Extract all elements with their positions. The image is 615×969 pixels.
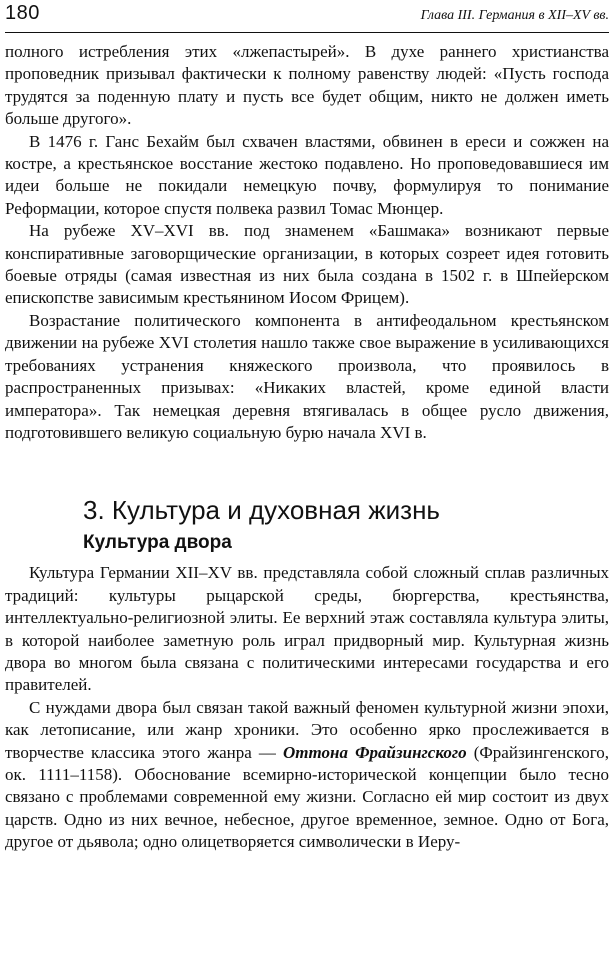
paragraph: Культура Германии XII–XV вв. представляла собой сложный сплав различных традиций: культуры рыцарской среды, бюргерства, крестьянства, интеллектуально-религиозной элиты. Ее верхний этаж составляла культура элиты, в которой наиболее заметную роль играл придворный мир. Культурная жизнь двора во многом была связана с политическими интересами государства и его правителей. — [5, 563, 609, 695]
body-text — [5, 41, 609, 854]
running-header — [5, 0, 609, 33]
paragraph: В 1476 г. Ганс Бехайм был схвачен властями, обвинен в ереси и сожжен на костре, а крестьянское восстание жестоко подавлено. Но проповедовавшиеся им идеи больше не покидали немецкую почву, формулируя то понимание Реформации, которое спустя полвека развил Томас Мюнцер. — [5, 131, 609, 218]
emphasized-name: Оттона Фрайзингского — [283, 742, 467, 762]
paragraph-last — [5, 697, 609, 854]
paragraph: На рубеже XV–XVI вв. под знаменем «Башмака» возникают первые конспиративные заговорщические организации, в которых созреет идея готовить боевые отряды (самая известная из них была создана в 1502 г. в Шпейерском епископстве зависимым крестьянином Иосом Фрицем). — [5, 221, 609, 308]
paragraph-continued: полного истребления этих «лжепастырей». В духе раннего христианства проповедник призывал фактически к полному равенству людей: «Пусть господа трудятся за поденную плату и пусть все будет общим, никто не должен иметь больше другого». — [5, 42, 609, 129]
page-number: 180 — [5, 2, 40, 24]
section-heading: 3. Культура и духовная жизнь — [83, 495, 440, 526]
paragraph-text-before: С нуждами двора был связан такой важный феномен культурной жизни эпохи, как летописание, или жанр хроники. Это особенно ярко прослеживается в творчестве классика этого жанра — — [5, 697, 609, 762]
chapter-title: Глава III. Германия в XII–XV вв. — [420, 8, 609, 23]
subsection-heading: Культура двора — [83, 532, 232, 554]
paragraph-text-after: (Фрайзингенского, ок. 1111–1158). Обоснование всемирно-исторической концепции было тесно связано с проблемами современной ему жизни. Согласно ей мир состоит из двух царств. Одно из них вечное, небесное, другое временное, земное. Одно от Бога, другое от дьявола; одно олицетворяется символически в Иеру- — [5, 742, 609, 852]
paragraph: Возрастание политического компонента в антифеодальном крестьянском движении на рубеже XVI столетия нашло также свое выражение в усиливающихся требованиях устранения княжеского произвола, что проявилось в распространенных призывах: «Никаких властей, кроме единой власти императора». Так немецкая деревня втягивалась в общее русло движения, подготовившего великую социальную бурю начала XVI в. — [5, 310, 609, 442]
